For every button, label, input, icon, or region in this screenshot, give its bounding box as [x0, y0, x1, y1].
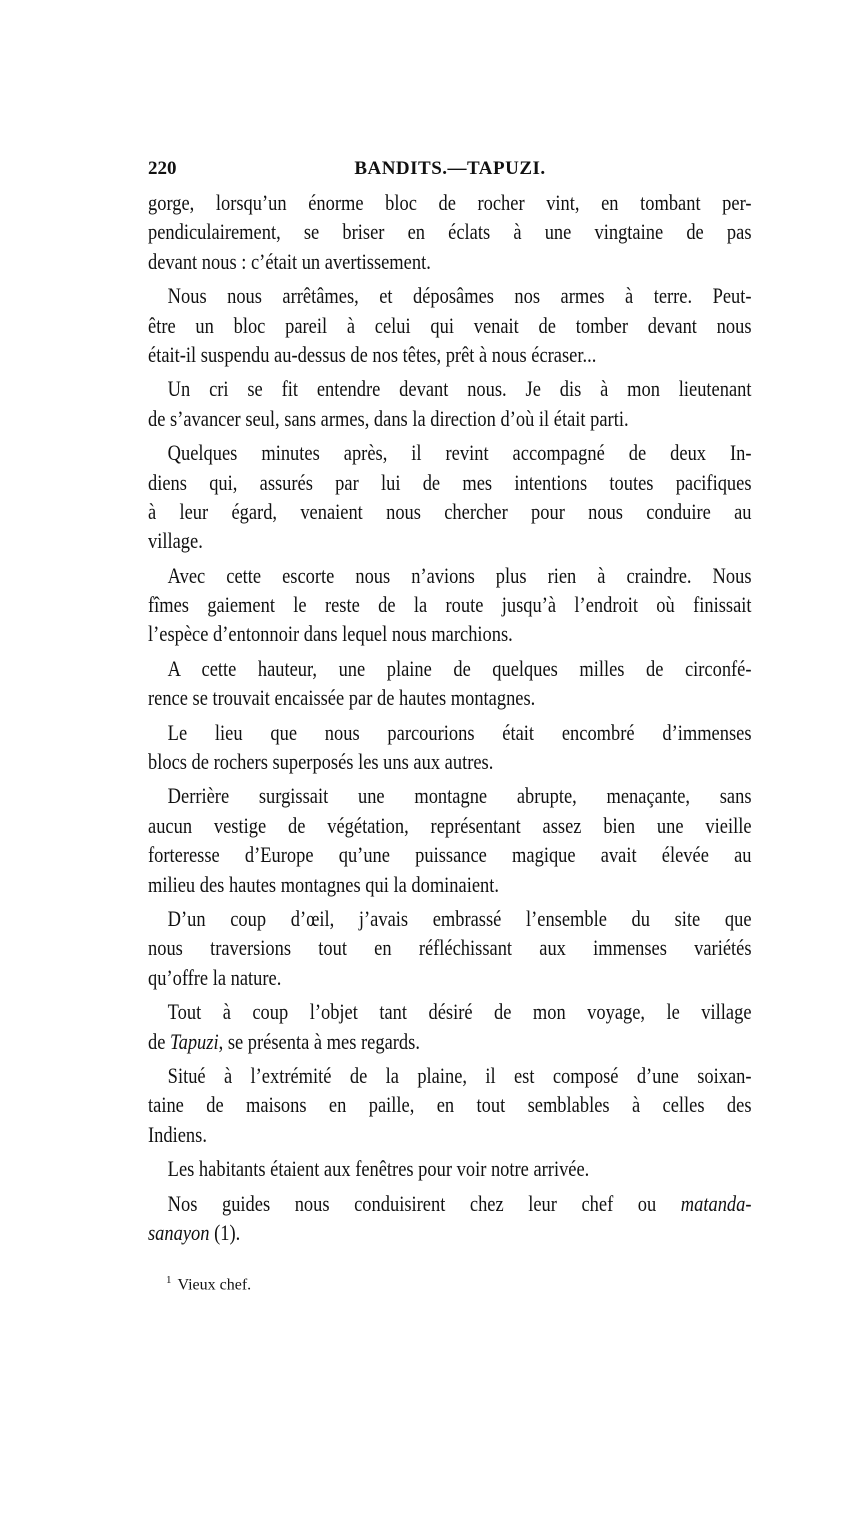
text-line [148, 374, 752, 403]
italic-text: Tapuzi [170, 1028, 219, 1054]
text-segment: aucun vestige de végétation, représentant assez bien une vieille [148, 812, 752, 838]
text-segment: l’espèce d’entonnoir dans lequel nous marchions. [148, 621, 513, 647]
text-line [148, 718, 752, 747]
paragraph [148, 188, 752, 276]
text-line [148, 1189, 752, 1218]
text-line [148, 188, 752, 217]
text-line [148, 340, 752, 369]
text-line [148, 217, 752, 246]
text-line [148, 963, 752, 992]
text-line [148, 438, 752, 467]
text-line [148, 311, 752, 340]
text-line [148, 747, 752, 776]
text-segment: rence se trouvait encaissée par de hautes montagnes. [148, 685, 536, 711]
text-segment: devant nous : c’était un avertissement. [148, 248, 431, 274]
text-line [148, 683, 752, 712]
paragraph [148, 997, 752, 1056]
text-segment: Tout à coup l’objet tant désiré de mon voyage, le village [167, 999, 752, 1025]
text-segment: Les habitants étaient aux fenêtres pour voir notre arrivée. [167, 1156, 590, 1182]
text-line [148, 281, 752, 310]
paragraph [148, 1061, 752, 1149]
text-line [148, 840, 752, 869]
text-segment: village. [148, 528, 203, 554]
text-line [148, 811, 752, 840]
text-segment: diens qui, assurés par lui de mes intentions toutes pacifiques [148, 469, 752, 495]
text-line [148, 904, 752, 933]
text-line [148, 497, 752, 526]
paragraph [148, 654, 752, 713]
text-line [148, 247, 752, 276]
text-segment: était-il suspendu au-dessus de nos têtes, prêt à nous écraser... [148, 341, 597, 367]
text-line [148, 781, 752, 810]
text-segment: fîmes gaiement le reste de la route jusqu’à l’endroit où finissait [148, 592, 752, 618]
paragraph [148, 781, 752, 899]
text-segment: Un cri se fit entendre devant nous. Je dis à mon lieutenant [167, 376, 752, 402]
text-line [148, 1218, 752, 1247]
text-line [148, 933, 752, 962]
text-line [148, 1090, 752, 1119]
text-segment: forteresse d’Europe qu’une puissance magique avait élevée au [148, 842, 752, 868]
paragraph [148, 718, 752, 777]
text-line [148, 1154, 752, 1183]
text-line [148, 619, 752, 648]
running-title: BANDITS.—TAPUZI. [354, 158, 546, 179]
text-line [148, 590, 752, 619]
footnote-marker: 1 [166, 1274, 172, 1286]
text-segment: blocs de rochers superposés les uns aux autres. [148, 749, 494, 775]
text-segment: taine de maisons en paille, en tout semblables à celles des [148, 1092, 752, 1118]
paragraph [148, 1154, 752, 1183]
text-segment: D’un coup d’œil, j’avais embrassé l’ensemble du site que [167, 905, 752, 931]
text-segment: de [148, 1028, 171, 1054]
text-segment: Avec cette escorte nous n’avions plus rien à craindre. Nous [167, 562, 752, 588]
text-segment: de s’avancer seul, sans armes, dans la direction d’où il était parti. [148, 405, 629, 431]
text-segment: , se présenta à mes regards. [218, 1028, 420, 1054]
text-line [148, 654, 752, 683]
paragraph [148, 281, 752, 369]
paragraph [148, 438, 752, 556]
text-line [148, 561, 752, 590]
text-line [148, 526, 752, 555]
body-text [148, 188, 752, 1252]
text-segment: à leur égard, venaient nous chercher pour nous conduire au [148, 498, 752, 524]
text-segment: Derrière surgissait une montagne abrupte, menaçante, sans [167, 783, 752, 809]
text-segment: (1). [209, 1219, 241, 1245]
paragraph [148, 904, 752, 992]
text-segment: Situé à l’extrémité de la plaine, il est composé d’une soixan- [167, 1062, 752, 1088]
text-line [148, 468, 752, 497]
text-segment: A cette hauteur, une plaine de quelques milles de circonfé- [167, 655, 752, 681]
text-segment: être un bloc pareil à celui qui venait de tomber devant nous [148, 312, 752, 338]
text-segment: Nous nous arrêtâmes, et déposâmes nos armes à terre. Peut- [167, 283, 752, 309]
footnote [166, 1270, 251, 1295]
paragraph [148, 374, 752, 433]
text-line [148, 997, 752, 1026]
text-line [148, 1061, 752, 1090]
text-segment: Quelques minutes après, il revint accompagné de deux In- [167, 440, 752, 466]
text-segment: gorge, lorsqu’un énorme bloc de rocher vint, en tombant per- [148, 190, 752, 215]
text-line [148, 1027, 752, 1056]
text-segment: Le lieu que nous parcourions était encombré d’immenses [167, 719, 752, 745]
text-segment: Indiens. [148, 1121, 207, 1147]
text-segment: nous traversions tout en réfléchissant aux immenses variétés [148, 935, 752, 961]
italic-text: sanayon [148, 1219, 210, 1245]
paragraph [148, 1189, 752, 1248]
page-number: 220 [148, 158, 177, 179]
text-line [148, 1120, 752, 1149]
text-line [148, 870, 752, 899]
text-segment: milieu des hautes montagnes qui la dominaient. [148, 871, 499, 897]
paragraph [148, 561, 752, 649]
text-segment: Nos guides nous conduisirent chez leur chef ou [167, 1190, 681, 1216]
text-line [148, 404, 752, 433]
italic-text: matanda- [680, 1190, 752, 1216]
text-segment: pendiculairement, se briser en éclats à une vingtaine de pas [148, 219, 752, 245]
running-header [148, 158, 752, 184]
text-segment: qu’offre la nature. [148, 964, 282, 990]
footnote-text: Vieux chef. [177, 1276, 252, 1294]
